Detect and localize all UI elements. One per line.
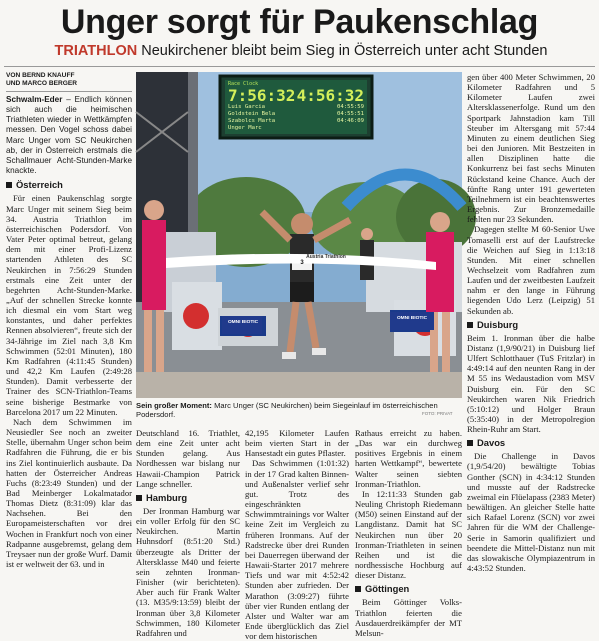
- section-heading-hamburg: Hamburg: [136, 492, 240, 504]
- scoreboard-row: [228, 111, 364, 118]
- col2-paragraph: Deutschland 16. Triathlet, dem eine Zeit unter acht Stunden gelang. Aus Nordhessen war bislang nur Hawaii-Champion Patrick Lange schneller.: [136, 428, 240, 489]
- column-3: [245, 428, 349, 641]
- col4-paragraph: Beim Göttinger Volks-Triathlon feierten die Ausdauerdreikämpfer der MT Melsun-: [355, 597, 462, 638]
- lead-dateline: Schwalm-Eder: [6, 94, 63, 104]
- section-heading-oesterreich: Österreich: [6, 179, 132, 191]
- finish-line-photo: [136, 72, 462, 398]
- article-headline: Unger sorgt für Paukenschlag: [60, 3, 539, 41]
- column-1: [6, 72, 132, 625]
- scoreboard-row-time: 04:55:51: [337, 111, 364, 117]
- scoreboard-row-name: Luis Garcia: [228, 104, 266, 110]
- race-clock-time-2: 4:56:32: [296, 86, 364, 105]
- scoreboard-row: [228, 104, 364, 111]
- scoreboard-rows: [228, 104, 364, 132]
- sponsor-sign-left: OMNI BIOTIC: [227, 320, 259, 325]
- subline-text: Neukirchener bleibt beim Sieg in Österreich unter acht Stunden: [141, 43, 548, 59]
- col5-paragraph: gen über 400 Meter Schwimmen, 20 Kilometer Radfahren und 5 Kilometer Laufen zwei Altersklassenerfolge. Rund um den Sportpark Jahnstadion kam Till Steuber im Altersgang mit 57:44 Minuten zu einem deutlichen Sieg bei den Junioren. Mit Bestzeiten in allen Disziplinen hatte die Konkurrenz bei fast sechs Minuten Rückstand keine Chance. Auch der fünfte Rang unter 191 gewerteten Teilnehmern ist ein beachtenswertes Ergebnis. Zur Bronzemedaille fehlten nur 23 Sekunden.: [467, 72, 595, 225]
- byline: [6, 72, 132, 92]
- byline-line-2: UND MARCO BERGER: [6, 80, 78, 88]
- column-4: [355, 428, 462, 638]
- article-subline: [6, 42, 596, 60]
- race-clock-time: 7:56:32: [228, 86, 296, 105]
- sponsor-sign-right: OMNI BIOTIC: [396, 316, 428, 321]
- column-2: [136, 428, 240, 638]
- byline-line-1: VON BERND KNAUFF: [6, 72, 75, 79]
- headline-rule: [4, 66, 595, 67]
- finish-ribbon-text: Austria Triathlon: [306, 254, 346, 260]
- scoreboard-row: [228, 118, 364, 125]
- col4-paragraph: In 12:11:33 Stunden gab Neuling Christoph Riedemann (M50) seinen Einstand auf der Langdistanz. Damit hat SC Neukirchen nun über 20 Ironman-Triathleten in seinen Reihen und ist die nordhessische Hochburg auf dieser Distanz.: [355, 488, 462, 581]
- scoreboard-row-time: 04:55:59: [337, 104, 364, 110]
- race-bib: 3: [300, 260, 304, 266]
- photo-caption: [136, 401, 462, 420]
- col5-paragraph: Die Challenge in Davos (1,9/54/20) bewältigte Tobias Gonther (SCN) in 4:34:12 Stunden und musste auf der Radstrecke zweimal ein Flüelapass (2383 Meter) bewältigen. An gleicher Stelle hatte sich Rafael Lorenz (SCN) vor zwei Jahren für die WM der Challenge-Serie in Samorin qualifiziert und beendete die Mittel-Distanz nun mit das slowakische Olympiazentrum in 4:43:52 Stunden.: [467, 451, 595, 574]
- lead-text: – Endlich können sich auch die heimischen Triathleten wieder in Wettkämpfen messen. Den Vogel schoss dabei Marc Unger vom SC Neukirchen ab, der in Österreich erstmals die Schallmauer Acht-Stunden-Marke knackte.: [6, 94, 132, 176]
- col3-paragraph: 42,195 Kilometer Laufen beim vierten Start in der Hansestadt ein gutes Pflaster.: [245, 428, 349, 459]
- col3-paragraph: Das Schwimmen (1:01:32) in der 17 Grad kalten Binnen- und Außenalster verlief sehr gut. Trotz des eingeschränkten Schwimmtrainings vor Walter keine Zeit im Vergleich zu früheren Ironmans. Auf der Radstrecke über drei Runden bei Dauerregen überwand der Hawaii-Starter 2017 mehrere Tiefs und war mit 4:52:42 Stunden aber zufrieden. Der Marathon (3:09:27) führte über vier Runden entlang der Alster und Walter war am Ende überglücklich das Ziel vor dem historischen: [245, 458, 349, 641]
- col1-paragraph: Für einen Paukenschlag sorgte Marc Unger mit seinem Sieg beim 34. Austria Triathlon im österreichischen Podersdorf. Von Vater Peter optimal betreut, gelang dem mit einer Profi-Lizenz startenden Athleten des SC Neukirchen in 7:56:29 Stunden erstmals eine Zeit unter der begehrten Acht-Stunden-Marke. „Auf der schnellen Strecke konnte ich diesmal ein vom Start weg konstantes, und daher perfektes Rennen absolvieren“, freute sich der 34-Jährige im Ziel nach 3,8 Km Schwimmen (52:01 Minuten), 180 Km Radfahren (4:11:45 Stunden) und 42,2 Km Laufen (2:49:28 Stunden). Damit verbesserte der Trainer des SCN-Triathlon-Teams seine bisherige Bestmarke von Barcelona 2017 um 22 Minuten.: [6, 193, 132, 417]
- scoreboard: [228, 81, 364, 132]
- subline-kicker: TRIATHLON: [54, 43, 138, 59]
- scoreboard-row-name: Unger Marc: [228, 125, 262, 131]
- column-5: [467, 72, 595, 625]
- scoreboard-row-name: Szabolcs Marta: [228, 118, 276, 124]
- caption-text: Marc Unger (SC Neukirchen) beim Siegeinlauf im österreichischen Podersdorf.: [136, 401, 438, 420]
- lead-paragraph: [6, 95, 132, 177]
- section-heading-duisburg: Duisburg: [467, 319, 595, 331]
- scoreboard-row-name: Goldstein Bela: [228, 111, 276, 117]
- section-heading-goettingen: Göttingen: [355, 583, 462, 595]
- photo-credit: FOTO: PRIVAT: [422, 411, 453, 416]
- scoreboard-label: Race Clock: [228, 81, 259, 87]
- col1-paragraph: Nach dem Schwimmen im Neusiedler See noch an zweiter Stelle, übernahm Unger schon beim Radfahren die Führung, die er bis ins Ziel kontinuierlich ausbaute. Da hatten der Österreicher Andreas Fuchs (8:23:49 Stunden) und der Bad Meinberger Lokalmatador Thomas Dietz (8:31:09) klar das Nachsehen. Bei den Europameisterschaften vor drei Wochen in Frankfurt noch von einer Radpanne ausgebremst, gelang dem Treysaer nun der große Wurf. Damit ist er weltweit der 63. und in: [6, 416, 132, 570]
- caption-lead: Sein großer Moment:: [136, 401, 212, 410]
- col5-paragraph: Dagegen stellte M 60-Senior Uwe Tomaselli erst auf der Laufstrecke die Weichen auf Sieg in 1:13:18 Stunden. Mit einer schnellen Wechselzeit vom Radfahren zum Laufen und der zweitbesten Laufzeit nahm er den lange in Führung liegenden Udo Lerz (Leipzig) 51 Sekunden ab.: [467, 224, 595, 316]
- scoreboard-row-time: 04:46:09: [337, 118, 364, 124]
- col2-paragraph: Der Ironman Hamburg war ein voller Erfolg für den SC Neukirchen. Martin Huhnsdorf (8:51:20 Std.) überzeugte als Dritter der Altersklasse M40 und feierte sein zehnten Ironman-Finisher (wir berichteten). Aber auch für Frank Walter (13. M35/9:13:59) bleibt der Ironman über 3,8 Kilometer Schwimmen, 180 Kilometer Radfahren und: [136, 505, 240, 638]
- scoreboard-row: [228, 125, 364, 132]
- section-heading-davos: Davos: [467, 437, 595, 449]
- col5-paragraph: Beim 1. Ironman über die halbe Distanz (1,9/90/21) in Duisburg lief Ulfert Schlotthauer (TuS Fritzlar) in 4:49:14 auf den neunten Rang in der M 55 ins Wedaustadion vom MSV Duisburg ein. Für den SC Neukirchen waren Nik Friedrich (5:10:12) und Holger Braun (5:35:40) in der Metropolregion Rhein-Ruhr am Start.: [467, 332, 595, 435]
- col4-paragraph: Rathaus erreicht zu haben. „Das war ein durchweg positives Ergebnis in einem harten Wettkampf“, bewertete Walter seinen siebten Ironman-Triathlon.: [355, 428, 462, 489]
